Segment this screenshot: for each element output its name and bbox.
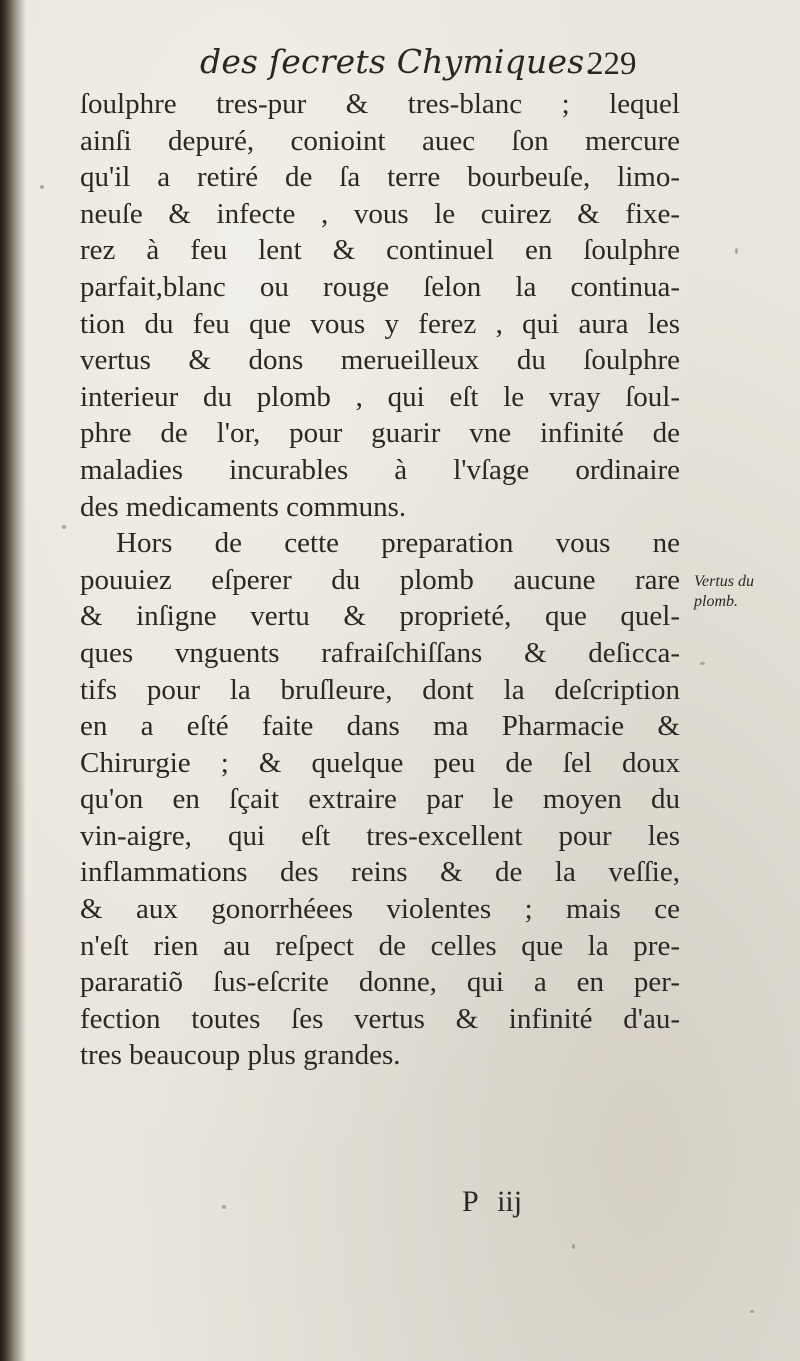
text-line: pararatiõ ſus-eſcrite donne, qui a en per-	[80, 966, 680, 999]
text-line: ques vnguents rafraiſchiſſans & deſicca-	[80, 636, 680, 669]
text-line: parfait,blanc ou rouge ſelon la continua-	[80, 270, 680, 303]
page-number: 229	[587, 46, 637, 82]
body-text	[80, 86, 680, 1074]
text-line: Chirurgie ; & quelque peu de ſel doux	[80, 746, 680, 779]
text-line: inflammations des reins & de la veſſie,	[80, 856, 680, 889]
text-line: des medicaments communs.	[80, 490, 407, 523]
signature-mark: P iij	[462, 1185, 523, 1218]
paper-speck	[222, 1205, 226, 1209]
text-line: tres beaucoup plus grandes.	[80, 1039, 401, 1072]
paper-speck	[700, 662, 705, 665]
text-line: ſoulphre tres-pur & tres-blanc ; lequel	[80, 88, 680, 120]
text-line: phre de l'or, pour guarir vne infinité de	[80, 417, 680, 450]
paragraph-start-line: Hors de cette preparation vous ne	[116, 527, 680, 560]
text-line: qu'on en ſçait extraire par le moyen du	[80, 783, 680, 816]
text-line: maladies incurables à l'vſage ordinaire	[80, 453, 680, 486]
text-line: neuſe & infecte , vous le cuirez & fixe-	[80, 197, 680, 230]
text-line: vin-aigre, qui eſt tres-excellent pour les	[80, 819, 680, 852]
text-line: pouuiez eſperer du plomb aucune rare	[80, 563, 680, 596]
text-line: qu'il a retiré de ſa terre bourbeuſe, limo-	[80, 161, 680, 194]
text-line: en a eſté faite dans ma Pharmacie &	[80, 710, 680, 743]
running-title: des ſecrets Chymiques.	[200, 42, 596, 81]
text-line: ainſi depuré, conioint auec ſon mercure	[80, 124, 680, 157]
paper-speck	[735, 248, 738, 254]
text-line: tifs pour la bruſleure, dont la deſcription	[80, 673, 680, 706]
binding-gutter-shadow	[0, 0, 26, 1361]
paper-speck	[572, 1244, 575, 1249]
paper-speck	[750, 1310, 754, 1313]
text-line: n'eſt rien au reſpect de celles que la pre-	[80, 929, 680, 962]
text-line: & aux gonorrhéees violentes ; mais ce	[80, 893, 680, 926]
margin-note: Vertus du plomb.	[694, 573, 754, 610]
text-line: rez à feu lent & continuel en ſoulphre	[80, 234, 680, 267]
text-line: fection toutes ſes vertus & infinité d'au-	[80, 1002, 680, 1035]
text-line: tion du feu que vous y ferez , qui aura les	[80, 307, 680, 340]
paper-speck	[62, 525, 66, 529]
text-line: interieur du plomb , qui eſt le vray ſoul-	[80, 380, 680, 413]
paper-speck	[40, 185, 44, 189]
text-line: vertus & dons merueilleux du ſoulphre	[80, 344, 680, 377]
text-line: & inſigne vertu & proprieté, que quel-	[80, 600, 680, 633]
